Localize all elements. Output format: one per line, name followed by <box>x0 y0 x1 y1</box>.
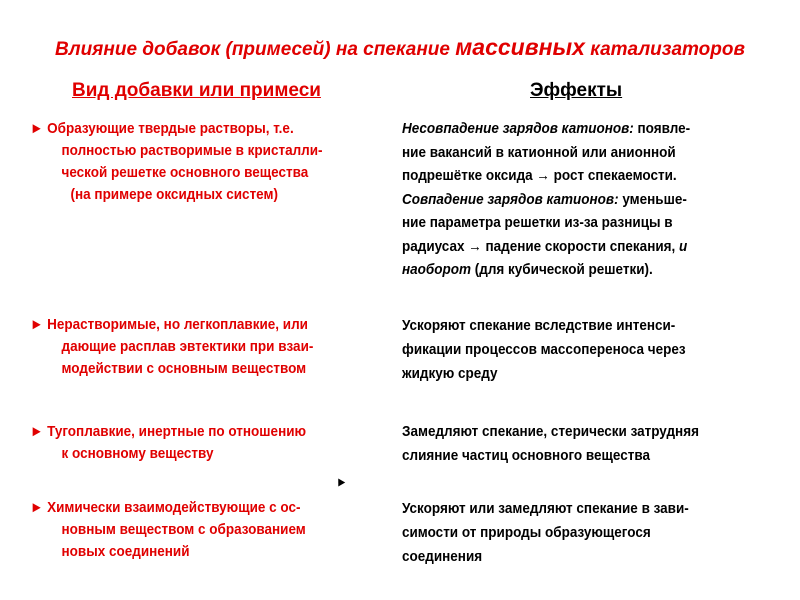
row-1-right-line-4-em: Совпадение зарядов катионов: <box>402 190 619 208</box>
row-1-right-line-1 <box>402 117 744 141</box>
title-part-1: Влияние добавок (примесей) на спекание <box>55 39 456 60</box>
row-1-right-line-2: ние вакансий в катионной или анионной <box>402 143 676 161</box>
row-2-effect <box>402 314 744 386</box>
mouse-pointer-icon <box>335 476 345 486</box>
row-2-right-line-3: жидкую среду <box>402 365 498 382</box>
row-3-effect <box>402 420 744 468</box>
row-4-left-line-3: новых соединений <box>61 543 190 560</box>
row-4-right-line-3: соединения <box>402 548 483 565</box>
row-1-right-line-6 <box>402 235 744 259</box>
row-1-right-line-6-a: радиусах → падение скорости спекания, <box>402 237 680 255</box>
row-1-left-line-1: ► Образующие твердые растворы, т.е. <box>30 120 294 137</box>
row-2-left-line-2: дающие расплав эвтектики при взаи- <box>61 338 314 355</box>
row-1-right-line-5: ние параметра решетки из-за разницы в <box>402 214 673 231</box>
row-2-additive <box>30 314 368 380</box>
row-2-right-line-1: Ускоряют спекание вследствие интенси- <box>402 317 676 334</box>
row-3-left-line-1: ► Тугоплавкие, инертные по отношению <box>30 423 307 440</box>
row-2-right-line-2: фикации процессов массопереноса через <box>402 341 686 358</box>
column-header-effects: Эффекты <box>530 80 623 101</box>
row-3-right-line-2: слияние частиц основного вещества <box>402 447 651 464</box>
row-3-right-line-1: Замедляют спекание, стерически затрудняя <box>402 423 699 440</box>
row-1-right-line-1-em: Несовпадение зарядов катионов: <box>402 120 634 137</box>
row-1-right-line-7 <box>402 258 744 282</box>
row-4-left-line-1: ► Химически взаимодействующие с ос- <box>30 499 301 516</box>
slide-title <box>0 34 800 61</box>
row-1-left-line-4: (на примере оксидных систем) <box>70 186 278 203</box>
row-1-left-line-3: ческой решетке основного вещества <box>61 164 309 181</box>
row-2-left-line-1: ► Нерастворимые, но легкоплавкие, или <box>30 316 308 333</box>
row-1-effect <box>402 117 744 282</box>
row-1-left-line-2: полностью растворимые в кристалли- <box>61 142 323 159</box>
row-3-additive <box>30 421 368 465</box>
title-part-2: массивных <box>455 34 585 60</box>
row-4-left-line-2: новным веществом с образованием <box>61 521 306 538</box>
row-1-additive <box>30 118 368 206</box>
row-1-right-line-7-em: наоборот <box>402 261 472 278</box>
row-1-right-line-4-rest: уменьше- <box>618 190 687 208</box>
row-1-right-line-1-rest: появле- <box>633 120 691 137</box>
row-1-right-line-6-em: и <box>679 237 688 255</box>
row-1-right-line-7-rest: (для кубической решетки). <box>471 261 653 278</box>
row-4-right-line-1: Ускоряют или замедляют спекание в зави- <box>402 500 689 517</box>
row-4-right-line-2: симости от природы образующегося <box>402 524 651 541</box>
row-4-effect <box>402 497 744 569</box>
row-3-left-line-2: к основному веществу <box>61 445 214 462</box>
row-4-additive <box>30 497 368 563</box>
column-header-additive-type: Вид добавки или примеси <box>72 80 321 101</box>
row-1-right-line-3: подрешётке оксида → рост спекаемости. <box>402 167 677 184</box>
title-part-3: катализаторов <box>584 39 745 60</box>
row-2-left-line-3: модействии с основным веществом <box>61 360 307 377</box>
row-1-right-line-4 <box>402 188 744 212</box>
